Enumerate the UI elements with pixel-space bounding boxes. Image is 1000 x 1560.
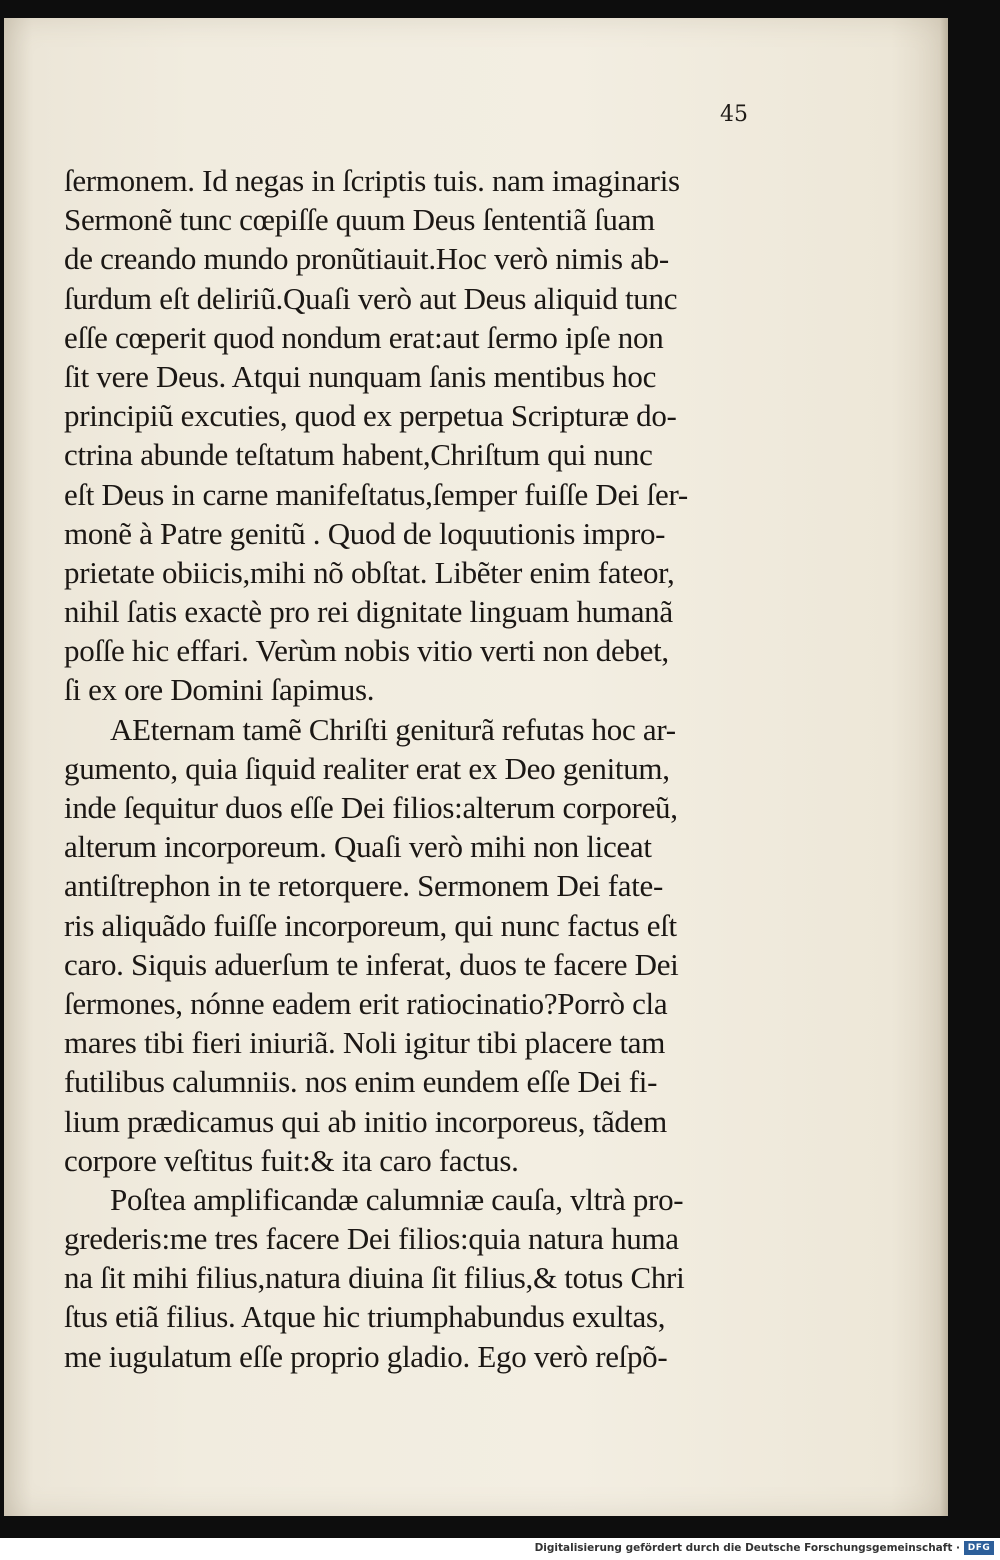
page-number: 45 bbox=[720, 102, 748, 127]
text-line: nihil ſatis exactè pro rei dignitate linguam humanã bbox=[64, 594, 673, 630]
text-line: futilibus calumniis. nos enim eundem eſſe Dei fi- bbox=[64, 1064, 658, 1100]
text-line: gumento, quia ſiquid realiter erat ex Deo genitum, bbox=[64, 750, 670, 786]
paragraph-start-line: AEternam tamẽ Chriſti geniturã refutas hoc ar- bbox=[110, 711, 676, 747]
text-line: ſi ex ore Domini ſapimus. bbox=[64, 672, 375, 708]
book-page bbox=[4, 18, 948, 1516]
text-line: lium prædicamus qui ab initio incorporeus, tãdem bbox=[64, 1103, 667, 1139]
text-line: monẽ à Patre genitũ . Quod de loquutionis impro- bbox=[64, 515, 666, 551]
text-line: mares tibi fieri iniuriã. Noli igitur tibi placere tam bbox=[64, 1025, 666, 1061]
page-edge bbox=[940, 18, 948, 1516]
text-line: ſit vere Deus. Atqui nunquam ſanis mentibus hoc bbox=[64, 358, 657, 394]
digitization-footer bbox=[0, 1538, 1000, 1560]
text-line: ris aliquãdo fuiſſe incorporeum, qui nunc factus eſt bbox=[64, 907, 677, 943]
funding-credit: Digitalisierung gefördert durch die Deutsche Forschungsgemeinschaft · bbox=[534, 1542, 960, 1554]
paragraph-start-line: Poſtea amplificandæ calumniæ cauſa, vltrà pro- bbox=[110, 1181, 684, 1217]
text-line: poſſe hic effari. Verùm nobis vitio verti non debet, bbox=[64, 633, 669, 669]
text-line: corpore veſtitus fuit:& ita caro factus. bbox=[64, 1142, 519, 1178]
text-line: ſermonem. Id negas in ſcriptis tuis. nam imaginaris bbox=[64, 163, 680, 198]
text-line: antiſtrephon in te retorquere. Sermonem Dei fate- bbox=[64, 868, 664, 904]
text-line: caro. Siquis aduerſum te inferat, duos te facere Dei bbox=[64, 946, 679, 982]
body-text bbox=[64, 161, 764, 1376]
text-line: me iugulatum eſſe proprio gladio. Ego verò reſpõ- bbox=[64, 1338, 668, 1374]
dfg-logo: DFG bbox=[964, 1541, 994, 1555]
text-line: Sermonẽ tunc cœpiſſe quum Deus ſententiã ſuam bbox=[64, 202, 655, 238]
text-line: inde ſequitur duos eſſe Dei filios:alterum corporeũ, bbox=[64, 790, 678, 825]
text-line: prietate obiicis,mihi nõ obſtat. Libẽter enim fateor, bbox=[64, 554, 675, 590]
text-line: ſtus etiã filius. Atque hic triumphabundus exultas, bbox=[64, 1299, 666, 1335]
text-line: principiũ excuties, quod ex perpetua Scripturæ do- bbox=[64, 398, 677, 434]
text-line: na ſit mihi filius,natura diuina ſit filius,& totus Chri bbox=[64, 1260, 685, 1296]
text-line: ſermones, nónne eadem erit ratiocinatio?Porrò cla bbox=[64, 985, 668, 1021]
text-line: eſſe cœperit quod nondum erat:aut ſermo ipſe non bbox=[64, 319, 664, 355]
text-line: grederis:me tres facere Dei filios:quia natura huma bbox=[64, 1221, 679, 1257]
text-line: eſt Deus in carne manifeſtatus,ſemper fuiſſe Dei ſer- bbox=[64, 476, 688, 512]
text-line: ctrina abunde teſtatum habent,Chriſtum qui nunc bbox=[64, 437, 653, 473]
text-line: alterum incorporeum. Quaſi verò mihi non liceat bbox=[64, 829, 652, 865]
text-line: de creando mundo pronũtiauit.Hoc verò nimis ab- bbox=[64, 241, 669, 277]
text-line: ſurdum eſt deliriũ.Quaſi verò aut Deus aliquid tunc bbox=[64, 280, 678, 316]
